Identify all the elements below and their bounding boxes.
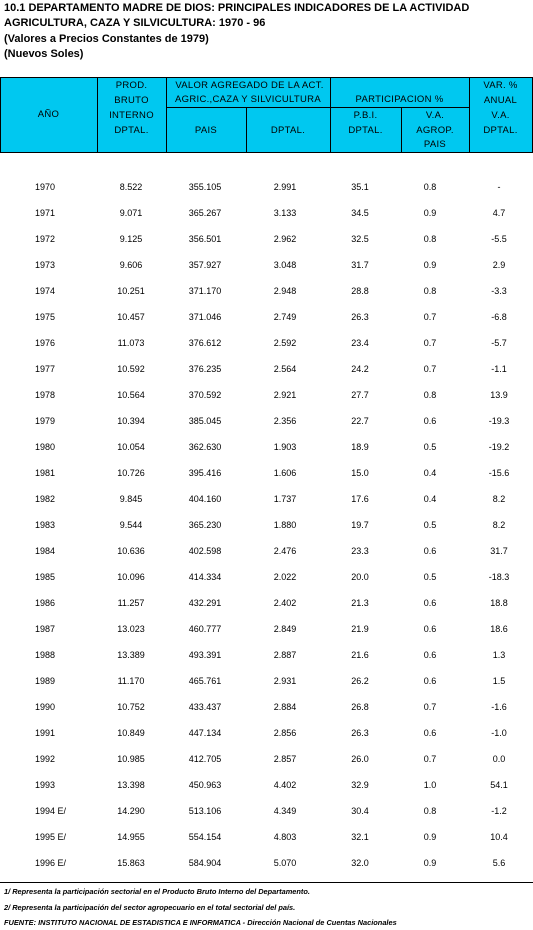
footnote-2: 2/ Representa la participación del sector agropecuario en el total sectorial del país. xyxy=(4,903,296,912)
cell-part-pbi: 23.4 xyxy=(351,338,369,348)
cell-va-pais: 432.291 xyxy=(188,598,222,608)
cell-part-pbi: 22.7 xyxy=(351,416,369,426)
cell-part-pbi: 30.4 xyxy=(351,806,369,816)
cell-pbi: 10.054 xyxy=(117,442,145,452)
cell-pbi: 13.389 xyxy=(117,650,145,660)
cell-year: 1988 xyxy=(35,650,56,660)
table-row xyxy=(0,772,533,798)
table-row xyxy=(0,486,533,512)
cell-var-anual: 4.7 xyxy=(492,208,506,218)
cell-part-pbi: 31.7 xyxy=(351,260,369,270)
cell-var-anual: -5.7 xyxy=(491,338,507,348)
cell-var-anual: 5.6 xyxy=(492,858,506,868)
table-row xyxy=(0,200,533,226)
header-pbi-line-1: PROD. xyxy=(115,80,148,91)
cell-va-dptal: 2.921 xyxy=(273,390,297,400)
cell-pbi: 10.564 xyxy=(117,390,145,400)
table-row xyxy=(0,642,533,668)
header-va-pais: PAIS xyxy=(194,125,218,136)
cell-va-pais: 460.777 xyxy=(188,624,222,634)
cell-va-pais: 493.391 xyxy=(188,650,222,660)
cell-pbi: 8.522 xyxy=(119,182,143,192)
cell-part-va: 0.9 xyxy=(423,858,437,868)
cell-va-dptal: 2.991 xyxy=(273,182,297,192)
cell-year: 1977 xyxy=(35,364,56,374)
cell-part-va: 1.0 xyxy=(423,780,437,790)
cell-year: 1993 xyxy=(35,780,56,790)
table-row xyxy=(0,746,533,772)
cell-va-dptal: 1.606 xyxy=(273,468,297,478)
cell-va-dptal: 2.564 xyxy=(273,364,297,374)
cell-va-pais: 584.904 xyxy=(188,858,222,868)
cell-var-anual: -1.6 xyxy=(491,702,507,712)
cell-va-pais: 370.592 xyxy=(188,390,222,400)
table-row xyxy=(0,824,533,850)
cell-pbi: 9.544 xyxy=(119,520,143,530)
cell-part-pbi: 28.8 xyxy=(351,286,369,296)
cell-part-pbi: 32.5 xyxy=(351,234,369,244)
cell-part-va: 0.6 xyxy=(423,546,437,556)
cell-year: 1982 xyxy=(35,494,56,504)
header-va-group-line-1: VALOR AGREGADO DE LA ACT. xyxy=(175,80,324,91)
cell-pbi: 9.845 xyxy=(119,494,143,504)
cell-year: 1986 xyxy=(35,598,56,608)
cell-part-pbi: 32.1 xyxy=(351,832,369,842)
cell-pbi: 11.257 xyxy=(117,598,145,608)
cell-pbi: 10.394 xyxy=(117,416,145,426)
cell-var-anual: 2.9 xyxy=(492,260,506,270)
header-var-line-3: V.A. xyxy=(491,110,510,121)
table-row xyxy=(0,330,533,356)
cell-part-va: 0.8 xyxy=(423,182,437,192)
cell-var-anual: 1.3 xyxy=(492,650,506,660)
cell-part-pbi: 26.3 xyxy=(351,312,369,322)
cell-year: 1972 xyxy=(35,234,56,244)
cell-va-pais: 412.705 xyxy=(188,754,222,764)
cell-part-va: 0.8 xyxy=(423,286,437,296)
table-body xyxy=(0,174,533,876)
cell-var-anual: -1.2 xyxy=(491,806,507,816)
cell-var-anual: -1.0 xyxy=(491,728,507,738)
cell-va-pais: 433.437 xyxy=(188,702,222,712)
cell-year: 1975 xyxy=(35,312,56,322)
table-row xyxy=(0,304,533,330)
cell-part-va: 0.7 xyxy=(423,364,437,374)
cell-var-anual: 54.1 xyxy=(490,780,508,790)
cell-part-va: 0.5 xyxy=(423,442,437,452)
table-row xyxy=(0,356,533,382)
table-subtitle-prices: (Valores a Precios Constantes de 1979) xyxy=(4,33,209,45)
cell-part-va: 0.9 xyxy=(423,260,437,270)
cell-year: 1992 xyxy=(35,754,56,764)
cell-pbi: 10.985 xyxy=(117,754,145,764)
cell-year: 1979 xyxy=(35,416,56,426)
cell-var-anual: -5.5 xyxy=(491,234,507,244)
table-row xyxy=(0,616,533,642)
cell-va-dptal: 4.349 xyxy=(273,806,297,816)
cell-va-pais: 376.235 xyxy=(188,364,222,374)
cell-var-anual: -19.2 xyxy=(488,442,510,452)
cell-part-pbi: 32.0 xyxy=(351,858,369,868)
cell-part-va: 0.6 xyxy=(423,598,437,608)
table-row xyxy=(0,720,533,746)
cell-year: 1980 xyxy=(35,442,56,452)
cell-va-dptal: 2.402 xyxy=(273,598,297,608)
table-row xyxy=(0,382,533,408)
cell-year: 1970 xyxy=(35,182,56,192)
cell-va-pais: 554.154 xyxy=(188,832,222,842)
cell-va-dptal: 2.931 xyxy=(273,676,297,686)
cell-va-dptal: 3.133 xyxy=(273,208,297,218)
cell-var-anual: - xyxy=(497,182,501,192)
cell-part-va: 0.6 xyxy=(423,676,437,686)
header-pbi-line-2: BRUTO xyxy=(114,95,149,106)
table-row xyxy=(0,512,533,538)
cell-va-dptal: 2.022 xyxy=(273,572,297,582)
table-row xyxy=(0,252,533,278)
cell-part-va: 0.8 xyxy=(423,806,437,816)
cell-part-pbi: 35.1 xyxy=(351,182,369,192)
cell-part-pbi: 21.9 xyxy=(351,624,369,634)
cell-var-anual: -3.3 xyxy=(491,286,507,296)
cell-part-pbi: 17.6 xyxy=(351,494,369,504)
cell-year: 1983 xyxy=(35,520,56,530)
table-row xyxy=(0,590,533,616)
cell-var-anual: -18.3 xyxy=(488,572,510,582)
cell-var-anual: 18.8 xyxy=(490,598,508,608)
cell-part-pbi: 26.2 xyxy=(351,676,369,686)
header-bottom-border xyxy=(0,152,533,153)
cell-pbi: 9.071 xyxy=(119,208,143,218)
cell-part-va: 0.7 xyxy=(423,754,437,764)
table-row xyxy=(0,694,533,720)
cell-year: 1985 xyxy=(35,572,56,582)
source-note: FUENTE: INSTITUTO NACIONAL DE ESTADISTICA E INFORMATICA - Dirección Nacional de Cuentas Nacionales xyxy=(4,918,397,927)
cell-part-pbi: 19.7 xyxy=(351,520,369,530)
table-row xyxy=(0,434,533,460)
table-row xyxy=(0,226,533,252)
cell-var-anual: 8.2 xyxy=(492,520,506,530)
table-row xyxy=(0,668,533,694)
cell-va-pais: 385.045 xyxy=(188,416,222,426)
cell-year: 1984 xyxy=(35,546,56,556)
cell-part-pbi: 24.2 xyxy=(351,364,369,374)
header-part-va-line-1: V.A. xyxy=(425,110,445,121)
table-title-line-2: AGRICULTURA, CAZA Y SILVICULTURA: 1970 - 96 xyxy=(4,17,266,29)
cell-va-pais: 365.230 xyxy=(188,520,222,530)
cell-part-pbi: 20.0 xyxy=(351,572,369,582)
cell-va-dptal: 5.070 xyxy=(273,858,297,868)
cell-part-pbi: 21.6 xyxy=(351,650,369,660)
cell-year: 1973 xyxy=(35,260,56,270)
cell-part-va: 0.5 xyxy=(423,572,437,582)
cell-var-anual: 13.9 xyxy=(490,390,508,400)
header-va-dptal: DPTAL. xyxy=(270,125,306,136)
cell-var-anual: -1.1 xyxy=(491,364,507,374)
cell-part-va: 0.4 xyxy=(423,468,437,478)
cell-va-pais: 465.761 xyxy=(188,676,222,686)
cell-year: 1974 xyxy=(35,286,56,296)
header-part-va-line-3: PAIS xyxy=(423,139,447,150)
table-row xyxy=(0,460,533,486)
table-row xyxy=(0,278,533,304)
cell-va-dptal: 2.849 xyxy=(273,624,297,634)
cell-var-anual: -15.6 xyxy=(488,468,510,478)
cell-year: 1987 xyxy=(35,624,56,634)
cell-year: 1976 xyxy=(35,338,56,348)
cell-part-va: 0.7 xyxy=(423,702,437,712)
cell-pbi: 9.125 xyxy=(119,234,143,244)
cell-pbi: 14.290 xyxy=(117,806,145,816)
cell-part-va: 0.6 xyxy=(423,416,437,426)
cell-va-pais: 395.416 xyxy=(188,468,222,478)
header-part-pbi-line-2: DPTAL. xyxy=(348,125,383,136)
cell-var-anual: -19.3 xyxy=(488,416,510,426)
cell-va-dptal: 2.356 xyxy=(273,416,297,426)
cell-va-dptal: 4.402 xyxy=(273,780,297,790)
cell-pbi: 10.636 xyxy=(117,546,145,556)
header-var-line-4: DPTAL. xyxy=(483,125,518,136)
cell-va-dptal: 2.887 xyxy=(273,650,297,660)
cell-part-va: 0.4 xyxy=(423,494,437,504)
cell-part-pbi: 26.3 xyxy=(351,728,369,738)
cell-year: 1996 E/ xyxy=(35,858,67,868)
cell-part-va: 0.6 xyxy=(423,650,437,660)
cell-va-pais: 513.106 xyxy=(188,806,222,816)
table-row xyxy=(0,564,533,590)
table-row xyxy=(0,408,533,434)
cell-va-pais: 355.105 xyxy=(188,182,222,192)
cell-va-pais: 450.963 xyxy=(188,780,222,790)
header-participacion: PARTICIPACION % xyxy=(355,94,444,105)
cell-va-pais: 371.170 xyxy=(188,286,222,296)
table-title-line-1: 10.1 DEPARTAMENTO MADRE DE DIOS: PRINCIPALES INDICADORES DE LA ACTIVIDAD xyxy=(4,2,470,14)
cell-part-va: 0.9 xyxy=(423,832,437,842)
table-row xyxy=(0,538,533,564)
cell-va-pais: 414.334 xyxy=(188,572,222,582)
table-header xyxy=(0,77,533,153)
cell-va-dptal: 1.903 xyxy=(273,442,297,452)
cell-year: 1990 xyxy=(35,702,56,712)
cell-va-dptal: 2.476 xyxy=(273,546,297,556)
cell-part-pbi: 27.7 xyxy=(351,390,369,400)
cell-year: 1994 E/ xyxy=(35,806,67,816)
table-subtitle-units: (Nuevos Soles) xyxy=(4,48,84,60)
header-pbi-line-3: INTERNO xyxy=(109,110,154,121)
cell-pbi: 13.398 xyxy=(117,780,145,790)
cell-va-dptal: 2.962 xyxy=(273,234,297,244)
cell-pbi: 10.251 xyxy=(117,286,145,296)
cell-var-anual: 10.4 xyxy=(490,832,508,842)
cell-part-pbi: 34.5 xyxy=(351,208,369,218)
cell-part-va: 0.6 xyxy=(423,624,437,634)
cell-var-anual: 8.2 xyxy=(492,494,506,504)
cell-part-va: 0.8 xyxy=(423,390,437,400)
cell-var-anual: 18.6 xyxy=(490,624,508,634)
cell-pbi: 11.170 xyxy=(117,676,145,686)
cell-pbi: 10.096 xyxy=(117,572,145,582)
footnote-1: 1/ Representa la participación sectorial en el Producto Bruto Interno del Departamento. xyxy=(4,887,310,896)
cell-year: 1981 xyxy=(35,468,56,478)
cell-part-pbi: 23.3 xyxy=(351,546,369,556)
cell-year: 1995 E/ xyxy=(35,832,67,842)
cell-va-dptal: 3.048 xyxy=(273,260,297,270)
cell-pbi: 10.457 xyxy=(117,312,145,322)
cell-var-anual: -6.8 xyxy=(491,312,507,322)
cell-pbi: 10.726 xyxy=(117,468,145,478)
cell-va-dptal: 4.803 xyxy=(273,832,297,842)
cell-va-pais: 402.598 xyxy=(188,546,222,556)
cell-part-va: 0.7 xyxy=(423,338,437,348)
cell-part-va: 0.9 xyxy=(423,208,437,218)
header-year: AÑO xyxy=(37,109,60,120)
header-var-line-2: ANUAL xyxy=(483,95,518,106)
cell-year: 1978 xyxy=(35,390,56,400)
header-pbi-line-4: DPTAL. xyxy=(114,125,149,136)
cell-pbi: 15.863 xyxy=(117,858,145,868)
header-part-pbi-line-1: P.B.I. xyxy=(353,110,378,121)
cell-part-va: 0.5 xyxy=(423,520,437,530)
cell-va-dptal: 2.856 xyxy=(273,728,297,738)
cell-part-va: 0.8 xyxy=(423,234,437,244)
cell-va-dptal: 2.592 xyxy=(273,338,297,348)
cell-va-pais: 376.612 xyxy=(188,338,222,348)
cell-var-anual: 1.5 xyxy=(492,676,506,686)
cell-year: 1991 xyxy=(35,728,56,738)
cell-part-pbi: 21.3 xyxy=(351,598,369,608)
cell-part-pbi: 32.9 xyxy=(351,780,369,790)
cell-pbi: 13.023 xyxy=(117,624,145,634)
header-var-line-1: VAR. % xyxy=(483,80,518,91)
cell-part-va: 0.7 xyxy=(423,312,437,322)
cell-year: 1989 xyxy=(35,676,56,686)
cell-va-pais: 447.134 xyxy=(188,728,222,738)
cell-va-pais: 356.501 xyxy=(188,234,222,244)
cell-pbi: 10.592 xyxy=(117,364,145,374)
header-va-group-line-2: AGRIC.,CAZA Y SILVICULTURA xyxy=(175,94,321,105)
cell-pbi: 10.849 xyxy=(117,728,145,738)
cell-va-pais: 357.927 xyxy=(188,260,222,270)
cell-va-dptal: 2.884 xyxy=(273,702,297,712)
cell-pbi: 10.752 xyxy=(117,702,145,712)
cell-va-dptal: 1.737 xyxy=(273,494,297,504)
cell-va-pais: 371.046 xyxy=(188,312,222,322)
footer-rule xyxy=(0,882,533,883)
cell-var-anual: 0.0 xyxy=(492,754,506,764)
cell-va-dptal: 1.880 xyxy=(273,520,297,530)
cell-pbi: 9.606 xyxy=(119,260,143,270)
cell-va-dptal: 2.857 xyxy=(273,754,297,764)
cell-pbi: 14.955 xyxy=(117,832,145,842)
cell-part-va: 0.6 xyxy=(423,728,437,738)
cell-va-pais: 365.267 xyxy=(188,208,222,218)
header-part-va-line-2: AGROP. xyxy=(416,125,454,136)
cell-part-pbi: 26.8 xyxy=(351,702,369,712)
table-row xyxy=(0,174,533,200)
cell-va-dptal: 2.749 xyxy=(273,312,297,322)
cell-var-anual: 31.7 xyxy=(490,546,508,556)
cell-va-pais: 404.160 xyxy=(188,494,222,504)
table-row xyxy=(0,850,533,876)
cell-part-pbi: 26.0 xyxy=(351,754,369,764)
cell-va-dptal: 2.948 xyxy=(273,286,297,296)
cell-pbi: 11.073 xyxy=(117,338,145,348)
cell-year: 1971 xyxy=(35,208,56,218)
cell-part-pbi: 18.9 xyxy=(351,442,369,452)
cell-part-pbi: 15.0 xyxy=(351,468,369,478)
table-row xyxy=(0,798,533,824)
cell-va-pais: 362.630 xyxy=(188,442,222,452)
